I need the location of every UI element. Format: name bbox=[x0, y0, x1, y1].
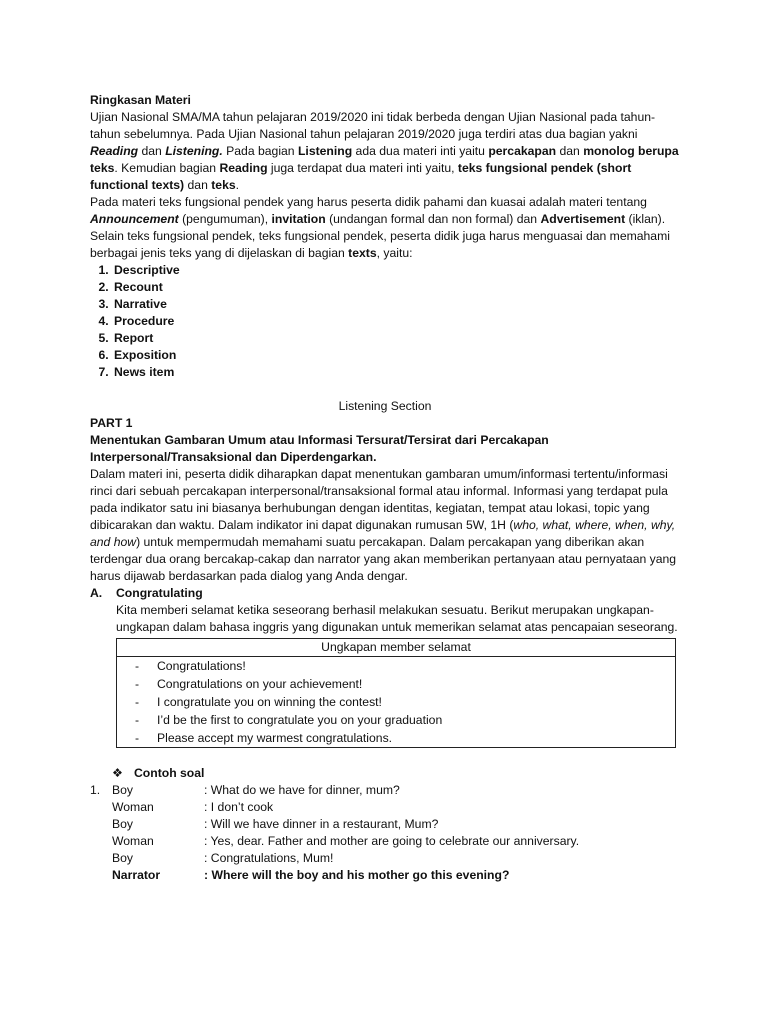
utterance: : Where will the boy and his mother go this evening? bbox=[204, 868, 510, 882]
expressions-table bbox=[116, 638, 676, 748]
paragraph-text: (undangan formal dan non formal) dan bbox=[325, 212, 541, 226]
speaker: Boy bbox=[112, 817, 134, 831]
table-row bbox=[117, 711, 676, 729]
listening-section-heading: Listening Section bbox=[338, 399, 432, 413]
speaker: Boy bbox=[112, 783, 134, 797]
example-heading bbox=[112, 765, 680, 782]
advertisement-term: Advertisement bbox=[540, 212, 626, 226]
paragraph-text: ) untuk mempermudah memahami suatu percakapan. Dalam percakapan yang diberikan akan terdengar dua orang bercakap-cakap dan narrator yang akan memberikan pertanyaan atau pernyataan yang harus dijawab berdasarkan pada dialog yang Anda dengar. bbox=[90, 535, 677, 583]
percakapan-term: percakapan bbox=[488, 144, 557, 158]
bullet-dash: - bbox=[134, 730, 140, 745]
dialog-line bbox=[90, 799, 680, 816]
listening-term: Listening. bbox=[165, 144, 223, 158]
table-header: Ungkapan member selamat bbox=[117, 639, 676, 657]
summary-title: Ringkasan Materi bbox=[90, 93, 191, 107]
paragraph-text: Dalam materi ini, peserta didik diharapkan dapat menentukan gambaran umum/informasi tertentu/informasi rinci dari sebuah percakapan interpersonal/transaksional formal atau informal. Informasi yang terdapat pula pada indikator satu ini biasanya berhubungan dengan identitas, kegiatan, tempat atau lokasi, topic yang dibicarakan dan waktu. Dalam indikator ini dapat digunakan rumusan 5W, 1H ( bbox=[90, 467, 668, 532]
section-body: Kita memberi selamat ketika seseorang berhasil melakukan sesuatu. Berikut merupakan ungkapan-ungkapan dalam bahasa inggris yang digunakan untuk memerikan selamat atas pencapaian seseorang. bbox=[116, 603, 678, 634]
section-title: Congratulating bbox=[116, 586, 203, 600]
dialog-line bbox=[90, 833, 680, 850]
teks-term: teks bbox=[211, 178, 236, 192]
paragraph-text: , yaitu: bbox=[376, 246, 413, 260]
speaker: Boy bbox=[112, 851, 134, 865]
utterance: : Congratulations, Mum! bbox=[204, 851, 334, 865]
intro-text: Ujian Nasional SMA/MA tahun pelajaran 2019/2020 ini tidak berbeda dengan Ujian Nasional pada tahun-tahun sebelumnya. Pada Ujian Nasional tahun pelajaran 2019/2020 juga terdiri atas dua bagian yakni bbox=[90, 110, 656, 141]
list-item: 3. Narrative bbox=[112, 296, 680, 313]
expression-text: I congratulate you on winning the contest! bbox=[157, 694, 382, 709]
intro-text: ada dua materi inti yaitu bbox=[352, 144, 489, 158]
part-title: Menentukan Gambaran Umum atau Informasi Tersurat/Tersirat dari Percakapan Interpersonal/Transaksional dan Diperdengarkan. bbox=[90, 433, 549, 464]
section-heading bbox=[90, 585, 680, 602]
paragraph-text: Selain teks fungsional pendek, teks fungsional pendek, peserta didik juga harus menguasai dan memahami berbagai jenis teks yang di dijelaskan di bagian bbox=[90, 229, 670, 260]
speaker: Narrator bbox=[112, 868, 161, 882]
expression-text: Please accept my warmest congratulations. bbox=[157, 730, 393, 745]
question-number: 1. bbox=[90, 783, 101, 797]
utterance: : I don’t cook bbox=[204, 800, 274, 814]
texts-term: texts bbox=[348, 246, 377, 260]
bullet-dash: - bbox=[134, 658, 140, 673]
example-dialog bbox=[90, 782, 680, 884]
intro-text: juga terdapat dua materi inti yaitu, bbox=[267, 161, 458, 175]
bullet-dash: - bbox=[134, 694, 140, 709]
dialog-line bbox=[90, 850, 680, 867]
announcement-term: Announcement bbox=[90, 212, 179, 226]
list-item: 1. Descriptive bbox=[112, 262, 680, 279]
example-title: Contoh soal bbox=[134, 766, 205, 780]
intro-text: dan bbox=[556, 144, 584, 158]
expression-text: Congratulations on your achievement! bbox=[157, 676, 363, 691]
list-item: 2. Recount bbox=[112, 279, 680, 296]
part-body bbox=[90, 466, 680, 585]
intro-text: Pada bagian bbox=[222, 144, 298, 158]
wh-questions: who, what, where, when, why, and how bbox=[90, 518, 676, 549]
utterance: : Yes, dear. Father and mother are going to celebrate our anniversary. bbox=[204, 834, 580, 848]
utterance: : What do we have for dinner, mum? bbox=[204, 783, 400, 797]
speaker: Woman bbox=[112, 800, 154, 814]
list-item: 6. Exposition bbox=[112, 347, 680, 364]
section-letter: A. bbox=[90, 586, 103, 600]
dialog-line bbox=[90, 782, 680, 799]
bullet-dash: - bbox=[134, 676, 140, 691]
listening-term: Listening bbox=[297, 144, 353, 158]
list-item: 5. Report bbox=[112, 330, 680, 347]
paragraph-text: Pada materi teks fungsional pendek yang harus peserta didik pahami dan kuasai adalah materi tentang bbox=[90, 195, 647, 209]
paragraph-text: (iklan). bbox=[625, 212, 666, 226]
intro-text: dan bbox=[184, 178, 212, 192]
dialog-line bbox=[90, 816, 680, 833]
reading-term: Reading bbox=[219, 161, 268, 175]
intro-text: . bbox=[235, 178, 240, 192]
expression-text: Congratulations! bbox=[157, 658, 246, 673]
utterance: : Will we have dinner in a restaurant, Mum? bbox=[204, 817, 439, 831]
bullet-dash: - bbox=[134, 712, 140, 727]
table-row bbox=[117, 693, 676, 711]
part-label: PART 1 bbox=[90, 416, 133, 430]
intro-text: dan bbox=[138, 144, 166, 158]
table-row bbox=[117, 729, 676, 748]
short-functional-term: teks fungsional pendek (short functional texts) bbox=[90, 161, 632, 192]
reading-term: Reading bbox=[90, 144, 139, 158]
invitation-term: invitation bbox=[271, 212, 326, 226]
diamond-bullet-icon: ❖ bbox=[112, 766, 123, 780]
paragraph-text: (pengumuman), bbox=[178, 212, 272, 226]
dialog-line bbox=[90, 867, 680, 884]
list-item: 4. Procedure bbox=[112, 313, 680, 330]
expression-text: I’d be the first to congratulate you on your graduation bbox=[157, 712, 443, 727]
functional-text-paragraph bbox=[90, 194, 680, 228]
text-types-intro bbox=[90, 228, 680, 262]
list-item: 7. News item bbox=[112, 364, 680, 381]
text-types-list bbox=[90, 262, 680, 381]
table-row bbox=[117, 675, 676, 693]
intro-text: . Kemudian bagian bbox=[114, 161, 220, 175]
intro-paragraph bbox=[90, 109, 680, 194]
table-row bbox=[117, 657, 676, 676]
speaker: Woman bbox=[112, 834, 154, 848]
monolog-term: monolog berupa teks bbox=[90, 144, 679, 175]
